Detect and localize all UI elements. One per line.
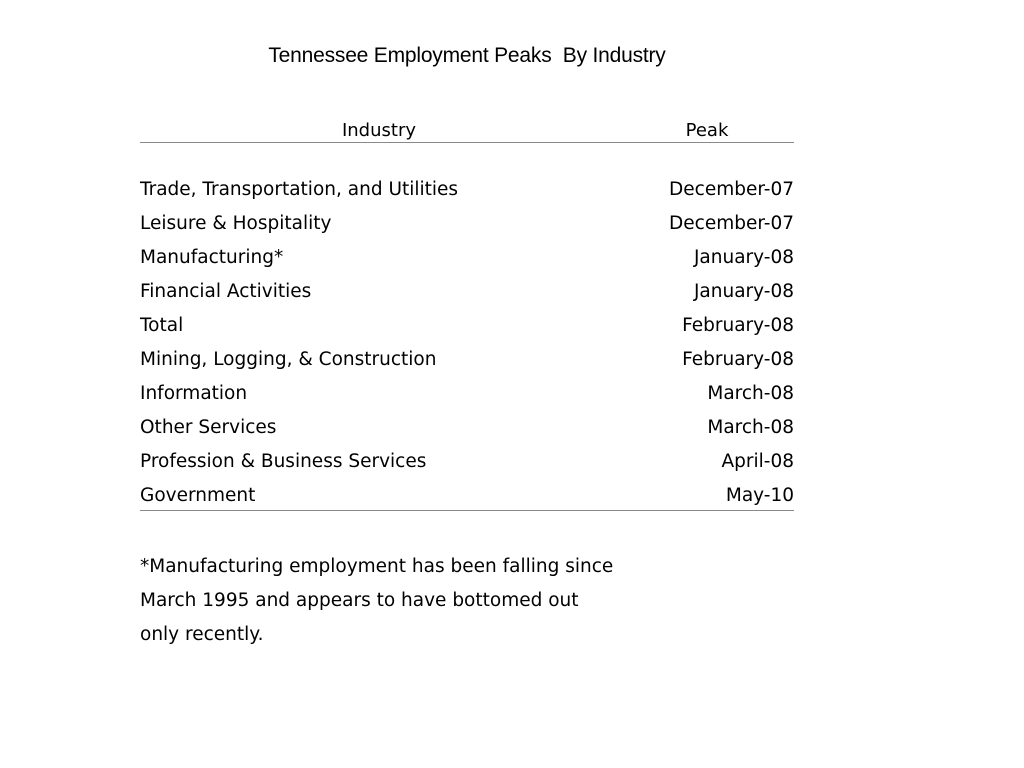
table-row (140, 176, 794, 210)
footnote-line: March 1995 and appears to have bottomed out (140, 590, 579, 611)
industry-cell: Total (140, 315, 184, 336)
footnote-line: *Manufacturing employment has been falling since (140, 556, 614, 577)
industry-cell: Other Services (140, 417, 277, 438)
peak-cell: April-08 (721, 451, 794, 472)
table-header (140, 118, 794, 143)
table-row (140, 312, 794, 346)
table-body (140, 176, 794, 511)
table-row (140, 210, 794, 244)
peak-cell: March-08 (707, 417, 794, 438)
industry-cell: Trade, Transportation, and Utilities (140, 179, 459, 200)
industry-cell: Leisure & Hospitality (140, 213, 332, 234)
column-header-peak: Peak (685, 120, 729, 141)
peak-cell: March-08 (707, 383, 794, 404)
footnote (140, 550, 740, 652)
peak-cell: January-08 (693, 247, 794, 268)
peak-cell: January-08 (693, 281, 794, 302)
peak-cell: May-10 (725, 485, 794, 506)
employment-peaks-table (140, 118, 794, 511)
page-title: Tennessee Employment Peaks By Industry (268, 44, 666, 67)
industry-cell: Mining, Logging, & Construction (140, 349, 437, 370)
table-row (140, 448, 794, 482)
industry-cell: Profession & Business Services (140, 451, 427, 472)
table-row (140, 482, 794, 510)
column-header-industry: Industry (341, 120, 417, 141)
peak-cell: December-07 (669, 213, 794, 234)
peak-cell: February-08 (682, 315, 794, 336)
peak-cell: February-08 (682, 349, 794, 370)
table-row (140, 244, 794, 278)
table-row (140, 380, 794, 414)
table-row (140, 278, 794, 312)
industry-cell: Manufacturing* (140, 247, 284, 268)
industry-cell: Government (140, 485, 256, 506)
table-row (140, 346, 794, 380)
peak-cell: December-07 (669, 179, 794, 200)
table-row (140, 414, 794, 448)
footnote-line: only recently. (140, 624, 264, 645)
industry-cell: Information (140, 383, 248, 404)
industry-cell: Financial Activities (140, 281, 312, 302)
